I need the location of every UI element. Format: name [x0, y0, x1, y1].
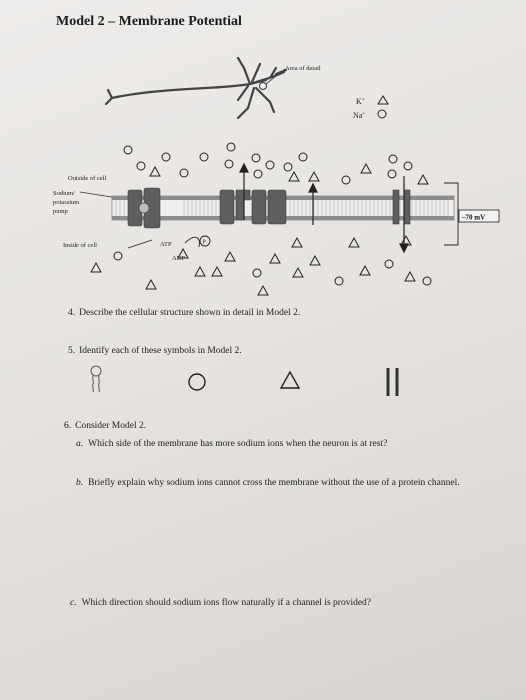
channel-protein-1: [220, 190, 234, 224]
outside-sodium-ions: [124, 143, 412, 184]
question-5: 5. Identify each of these symbols in Model 2.: [68, 346, 242, 356]
page-title: Model 2 – Membrane Potential: [56, 14, 242, 29]
sodium-circle-icon: [378, 110, 386, 118]
triangle-symbol-icon: [281, 372, 299, 388]
parallel-bars-symbol-icon: [388, 368, 397, 396]
inside-sodium-ions: [114, 252, 431, 285]
phospholipid-symbol-icon: [91, 366, 101, 392]
question-6c: c. Which direction should sodium ions flow naturally if a channel is provided?: [70, 598, 372, 608]
detail-circle: [260, 83, 267, 90]
question-4: 4. Describe the cellular structure shown in detail in Model 2.: [68, 308, 301, 318]
circle-symbol-icon: [189, 374, 205, 390]
phosphate-label: P: [202, 239, 206, 246]
atp-label: ATP: [160, 241, 172, 248]
voltage-label: –70 mV: [462, 213, 486, 222]
adp-label: ADP: [172, 255, 186, 262]
neuron-drawing: [106, 58, 286, 118]
question-6b: b. Briefly explain why sodium ions cannot cross the membrane without the use of a protein channel.: [76, 478, 460, 488]
inside-cell-label: Inside of cell: [63, 242, 97, 249]
potassium-triangle-icon: [378, 96, 388, 104]
pump-label-line3: pump: [53, 208, 68, 215]
legend-k-label: K+: [356, 97, 365, 106]
outside-potassium-ions: [150, 164, 428, 184]
outside-cell-label: Outside of cell: [68, 175, 107, 182]
question-6a: a. Which side of the membrane has more sodium ions when the neuron is at rest?: [76, 439, 388, 449]
channel-protein-6: [404, 190, 410, 224]
pump-label-line1: Sodium/: [53, 190, 76, 197]
channel-protein-3: [252, 190, 266, 224]
area-of-detail-label: Area of detail: [285, 65, 321, 72]
legend-na-label: Na+: [353, 111, 366, 120]
question-6: 6. Consider Model 2.: [64, 421, 147, 431]
pump-label-line2: potassium: [53, 199, 80, 206]
channel-protein-5: [393, 190, 399, 224]
inside-potassium-ions: [91, 236, 415, 295]
channel-protein-4: [268, 190, 286, 224]
